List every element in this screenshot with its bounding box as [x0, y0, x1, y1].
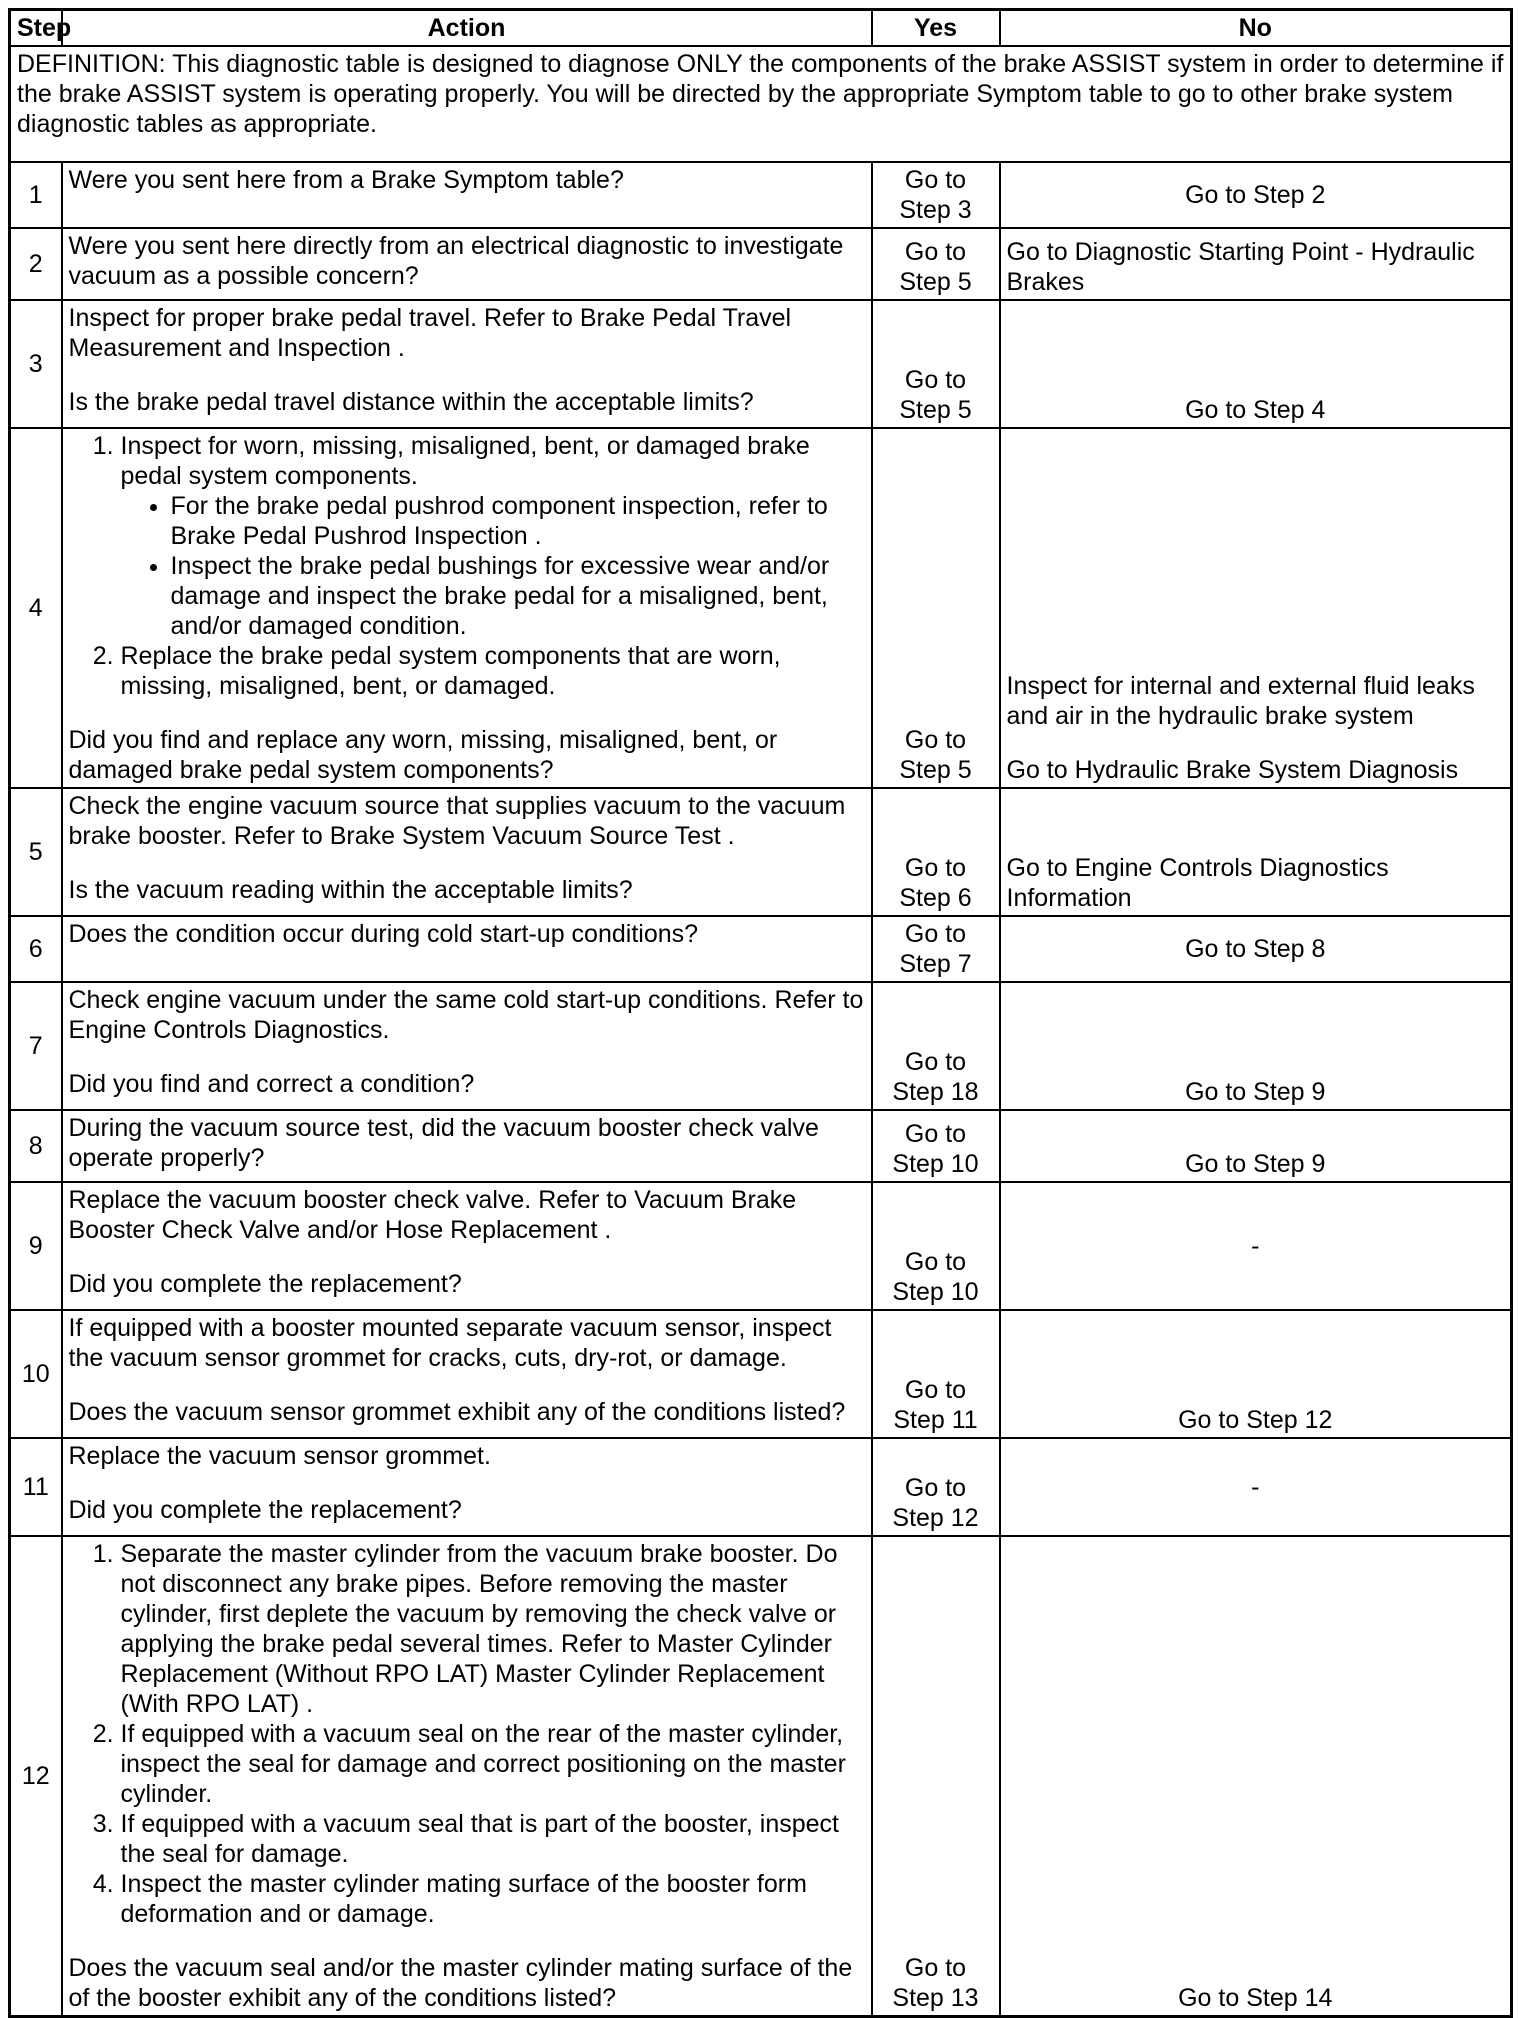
action-text: Inspect for proper brake pedal travel. Refer to Brake Pedal Travel Measurement and Inspection .: [68, 304, 792, 362]
list-item: 2. Replace the brake pedal system components that are worn, missing, misaligned, bent, or damaged.: [121, 641, 865, 701]
step-number: 3: [10, 300, 62, 428]
table-row: [10, 1438, 1512, 1536]
action-text: Replace the vacuum sensor grommet.: [68, 1442, 491, 1470]
action-cell: [62, 1182, 872, 1310]
action-question: Does the vacuum seal and/or the master cylinder mating surface of the of the booster exhibit any of the conditions listed?: [68, 1954, 853, 2012]
table-row: [10, 228, 1512, 300]
yes-result: Go to Step 5: [872, 228, 1000, 300]
action-text: Does the condition occur during cold start-up conditions?: [62, 916, 872, 982]
table-row: [10, 1536, 1512, 2017]
action-text: If equipped with a booster mounted separate vacuum sensor, inspect the vacuum sensor grommet for cracks, cuts, dry-rot, or damage.: [68, 1314, 832, 1372]
yes-result: Go to Step 10: [872, 1110, 1000, 1182]
table-row: [10, 982, 1512, 1110]
no-result: Go to Step 9: [1000, 1110, 1512, 1182]
list-item-text: Inspect for worn, missing, misaligned, bent, or damaged brake pedal system components.: [120, 432, 810, 490]
step-number: 12: [10, 1536, 62, 2017]
diagnostic-document: [8, 8, 1510, 2012]
action-question: Is the vacuum reading within the acceptable limits?: [68, 876, 633, 904]
action-text: During the vacuum source test, did the vacuum booster check valve operate properly?: [62, 1110, 872, 1182]
yes-result: Go to Step 5: [872, 300, 1000, 428]
header-yes: Yes: [872, 10, 1000, 47]
no-result: Go to Engine Controls Diagnostics Information: [1000, 788, 1512, 916]
no-cell: [1000, 428, 1512, 788]
definition-row: [10, 46, 1512, 162]
table-row: [10, 788, 1512, 916]
list-item: 2. If equipped with a vacuum seal on the rear of the master cylinder, inspect the seal for damage and correct positioning on the master cylinder.: [121, 1719, 865, 1809]
step-number: 7: [10, 982, 62, 1110]
step-number: 10: [10, 1310, 62, 1438]
list-item: 1. Separate the master cylinder from the vacuum brake booster. Do not disconnect any brake pipes. Before removing the master cylinder, first deplete the vacuum by removing the check valve or applying the brake pedal several times. Refer to Master Cylinder Replacement (Without RPO LAT) Master Cylinder Replacement (With RPO LAT) .: [121, 1539, 865, 1719]
no-result: Go to Step 8: [1000, 916, 1512, 982]
table-row: [10, 916, 1512, 982]
header-step: Step: [10, 10, 62, 47]
yes-result: Go to Step 10: [872, 1182, 1000, 1310]
table-row: [10, 162, 1512, 228]
step-number: 6: [10, 916, 62, 982]
table-row: [10, 1110, 1512, 1182]
table-row: [10, 1310, 1512, 1438]
table-row: [10, 1182, 1512, 1310]
yes-result: Go to Step 7: [872, 916, 1000, 982]
action-cell: [62, 1310, 872, 1438]
yes-result: Go to Step 18: [872, 982, 1000, 1110]
no-result: Go to Step 4: [1000, 300, 1512, 428]
action-text: Check engine vacuum under the same cold start-up conditions. Refer to Engine Controls Diagnostics.: [68, 986, 864, 1044]
action-text: Were you sent here directly from an electrical diagnostic to investigate vacuum as a possible concern?: [62, 228, 872, 300]
table-header-row: [10, 10, 1512, 47]
header-action: Action: [62, 10, 872, 47]
table-row: [10, 300, 1512, 428]
yes-result: Go to Step 12: [872, 1438, 1000, 1536]
yes-result: Go to Step 5: [872, 428, 1000, 788]
bullet-item: • For the brake pedal pushrod component inspection, refer to Brake Pedal Pushrod Inspection .: [171, 491, 865, 551]
no-result: -: [1000, 1438, 1512, 1536]
action-question: Did you find and replace any worn, missing, misaligned, bent, or damaged brake pedal system components?: [68, 726, 778, 784]
action-question: Did you complete the replacement?: [68, 1270, 462, 1298]
no-result: Go to Step 12: [1000, 1310, 1512, 1438]
list-item: 3. If equipped with a vacuum seal that is part of the booster, inspect the seal for damage.: [121, 1809, 865, 1869]
step-number: 11: [10, 1438, 62, 1536]
action-cell: [62, 300, 872, 428]
action-cell: [62, 1438, 872, 1536]
action-question: Does the vacuum sensor grommet exhibit any of the conditions listed?: [68, 1398, 846, 1426]
action-text: Were you sent here from a Brake Symptom table?: [62, 162, 872, 228]
step-number: 5: [10, 788, 62, 916]
action-text: Check the engine vacuum source that supplies vacuum to the vacuum brake booster. Refer to Brake System Vacuum Source Test .: [68, 792, 846, 850]
action-list: [69, 1539, 865, 1929]
step-number: 8: [10, 1110, 62, 1182]
no-result: -: [1000, 1182, 1512, 1310]
action-cell: [62, 788, 872, 916]
no-result: Go to Step 9: [1000, 982, 1512, 1110]
action-cell: [62, 1536, 872, 2017]
yes-result: Go to Step 3: [872, 162, 1000, 228]
step-number: 4: [10, 428, 62, 788]
yes-result: Go to Step 6: [872, 788, 1000, 916]
no-result: Inspect for internal and external fluid leaks and air in the hydraulic brake system: [1006, 672, 1475, 730]
action-question: Did you complete the replacement?: [68, 1496, 462, 1524]
bullet-list: [121, 491, 865, 641]
step-number: 9: [10, 1182, 62, 1310]
action-cell: [62, 428, 872, 788]
diagnostic-table: [8, 8, 1513, 2018]
no-result: Go to Diagnostic Starting Point - Hydraulic Brakes: [1000, 228, 1512, 300]
action-cell: [62, 982, 872, 1110]
action-question: Is the brake pedal travel distance within the acceptable limits?: [68, 388, 754, 416]
step-number: 1: [10, 162, 62, 228]
no-result: Go to Step 14: [1000, 1536, 1512, 2017]
table-row: [10, 428, 1512, 788]
definition-text: DEFINITION: This diagnostic table is designed to diagnose ONLY the components of the brake ASSIST system in order to determine if the brake ASSIST system is operating properly. You will be directed by the appropriate Symptom table to go to other brake system diagnostic tables as appropriate.: [10, 46, 1512, 162]
no-result-followup: Go to Hydraulic Brake System Diagnosis: [1006, 756, 1459, 784]
bullet-item: • Inspect the brake pedal bushings for excessive wear and/or damage and inspect the brake pedal for a misaligned, bent, and/or damaged condition.: [171, 551, 865, 641]
step-number: 2: [10, 228, 62, 300]
action-question: Did you find and correct a condition?: [68, 1070, 475, 1098]
yes-result: Go to Step 13: [872, 1536, 1000, 2017]
list-item: 4. Inspect the master cylinder mating surface of the booster form deformation and or damage.: [121, 1869, 865, 1929]
action-list: [69, 431, 865, 701]
header-no: No: [1000, 10, 1512, 47]
no-result: Go to Step 2: [1000, 162, 1512, 228]
yes-result: Go to Step 11: [872, 1310, 1000, 1438]
action-text: Replace the vacuum booster check valve. Refer to Vacuum Brake Booster Check Valve and/or Hose Replacement .: [68, 1186, 797, 1244]
list-item: [121, 431, 865, 641]
